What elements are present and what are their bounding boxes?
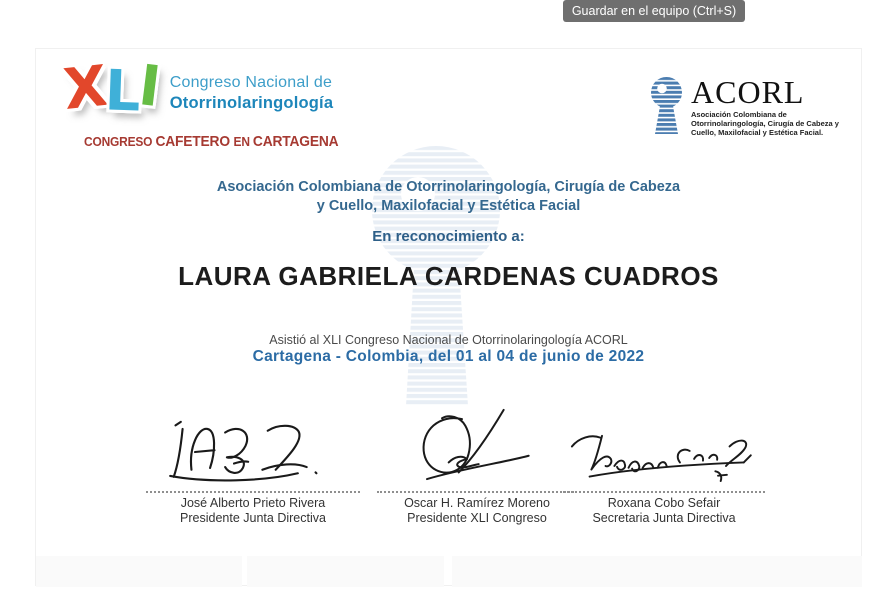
signature-dotted-line-3 — [563, 491, 765, 493]
acorl-logo — [649, 74, 839, 137]
scan-artifact-strip-2 — [247, 556, 444, 587]
signature-block-secretary — [553, 401, 775, 526]
signer-role-3: Secretaria Junta Directiva — [592, 511, 736, 525]
signer-name-1: José Alberto Prieto Rivera — [180, 496, 326, 510]
congress-tagline — [84, 133, 338, 151]
congress-logo — [60, 53, 334, 125]
acorl-subtitle — [691, 110, 839, 137]
tagline-word-congreso: CONGRESO — [84, 134, 156, 149]
signer-role-2: Presidente XLI Congreso — [407, 511, 547, 525]
signer-name-2: Oscar H. Ramírez Moreno — [404, 496, 550, 510]
attendance-line: Asistió al XLI Congreso Nacional de Otorrinolaringología ACORL — [269, 333, 628, 347]
congress-title-line1: Congreso Nacional de — [169, 74, 333, 91]
save-tooltip-label: Guardar en el equipo (Ctrl+S) — [571, 4, 737, 18]
scan-artifact-strip-1 — [36, 556, 242, 587]
save-to-device-tooltip[interactable] — [563, 0, 745, 22]
logo-letter-l: L — [103, 58, 140, 125]
scan-artifact-strip-3 — [452, 556, 862, 587]
acorl-subtitle-line3: Cuello, Maxilofacial y Estética Facial. — [691, 128, 824, 137]
association-line2: y Cuello, Maxilofacial y Estética Facial — [316, 198, 581, 214]
signer-name-3: Roxana Cobo Sefair — [607, 496, 721, 510]
recognition-label: En reconocimiento a: — [372, 228, 525, 245]
tagline-word-cartagena: CARTAGENA — [252, 133, 339, 150]
acorl-logo-text — [691, 74, 839, 137]
acorl-subtitle-line2: Otorrinolaringología, Cirugía de Cabeza y — [691, 119, 839, 128]
certificate-document — [35, 48, 862, 586]
acorl-head-icon — [649, 77, 684, 134]
signature-dotted-line-2 — [377, 491, 577, 493]
acorl-name: ACORL — [691, 74, 805, 110]
signer-role-1: Presidente Junta Directiva — [180, 511, 326, 525]
logo-letter-i: I — [135, 53, 162, 120]
acorl-subtitle-line1: Asociación Colombiana de — [691, 110, 787, 119]
event-date-line: Cartagena - Colombia, del 01 al 04 de junio de 2022 — [252, 348, 645, 365]
signature-image-3 — [553, 401, 775, 489]
congress-title-line2: Otorrinolaringología — [169, 94, 334, 112]
xli-logo-letters — [60, 53, 162, 125]
tagline-word-cafetero: CAFETERO — [155, 133, 234, 150]
congress-logo-title — [170, 61, 334, 117]
association-statement — [36, 178, 861, 216]
signature-image-1 — [136, 401, 370, 489]
signature-block-president-board — [136, 401, 370, 526]
tagline-word-en: EN — [233, 134, 253, 149]
signature-dotted-line-1 — [146, 491, 360, 493]
logo-letter-x: X — [60, 54, 109, 123]
recipient-name: LAURA GABRIELA CARDENAS CUADROS — [178, 261, 719, 291]
association-line1: Asociación Colombiana de Otorrinolaringología, Cirugía de Cabeza — [216, 179, 681, 195]
